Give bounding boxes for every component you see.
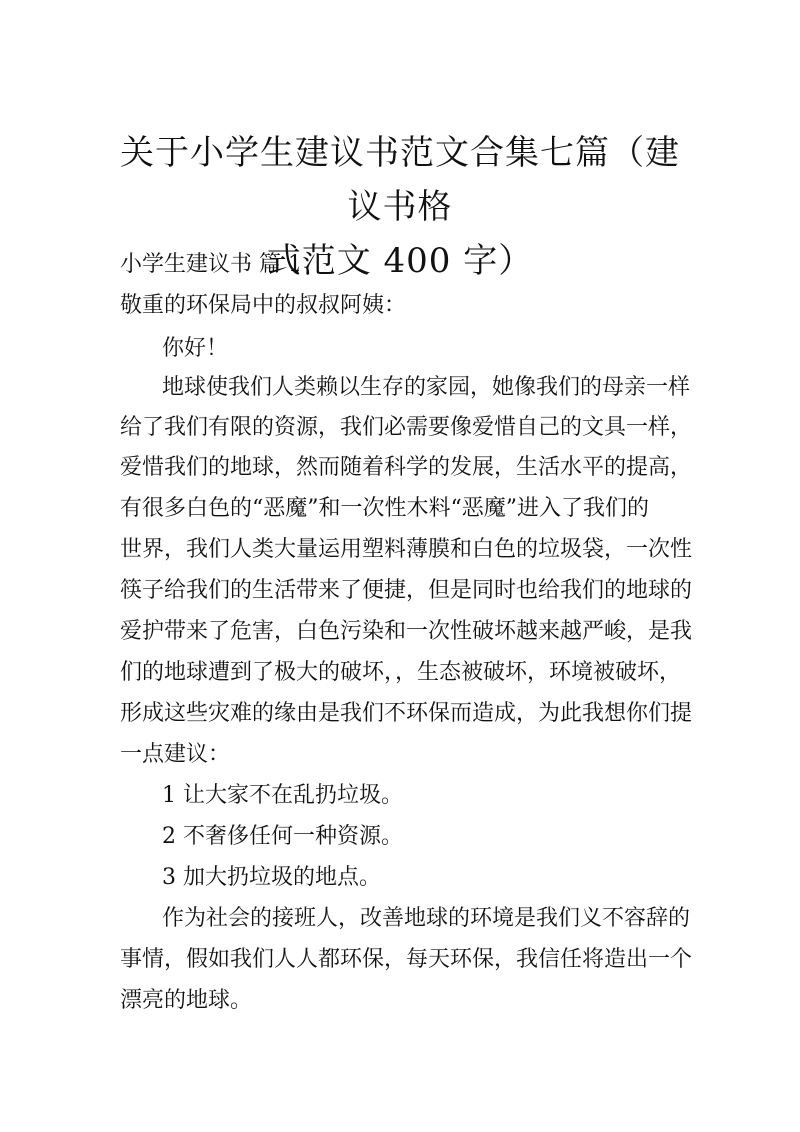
greeting: 你好！ <box>162 336 229 361</box>
paragraph-line: 形成这些灾难的缘由是我们不环保而造成，为此我想你们提 <box>120 701 693 726</box>
paragraph-line: 给了我们有限的资源，我们必需要像爱惜自己的文具一样， <box>120 415 693 440</box>
paragraph-line: 爱惜我们的地球，然而随着科学的发展，生活水平的提高， <box>120 455 693 480</box>
paragraph-line: 一点建议： <box>120 742 231 767</box>
closing-line: 漂亮的地球。 <box>120 988 253 1013</box>
title-line-2: 式范文 400 字） <box>266 241 534 281</box>
paragraph-line: 地球使我们人类赖以生存的家园，她像我们的母亲一样 <box>162 375 691 400</box>
title-line-1: 关于小学生建议书范文合集七篇（建议书格 <box>120 133 680 227</box>
paragraph-line: 们的地球遭到了极大的破坏，，生态被破坏，环境被破坏， <box>120 660 682 685</box>
paragraph-line: 有很多白色的“恶魔”和一次性木料“恶魔”进入了我们的 <box>120 496 649 521</box>
paragraph-line: 筷子给我们的生活带来了便捷，但是同时也给我们的地球的 <box>120 578 693 603</box>
paragraph-line: 爱护带来了危害，白色污染和一次性破坏越来越严峻，是我 <box>120 619 693 644</box>
suggestion-item: 3 加大扔垃圾的地点。 <box>162 865 381 890</box>
closing-line: 作为社会的接班人，改善地球的环境是我们义不容辞的 <box>162 906 691 931</box>
suggestion-item: 1 让大家不在乱扔垃圾。 <box>162 783 403 808</box>
closing-line: 事情，假如我们人人都环保，每天环保，我信任将造出一个 <box>120 947 693 972</box>
paragraph-line: 世界，我们人类大量运用塑料薄膜和白色的垃圾袋，一次性 <box>120 537 693 562</box>
suggestion-item: 2 不奢侈任何一种资源。 <box>162 824 403 849</box>
salutation: 敬重的环保局中的叔叔阿姨： <box>120 293 407 318</box>
section-heading: 小学生建议书 篇 1 <box>120 252 302 277</box>
